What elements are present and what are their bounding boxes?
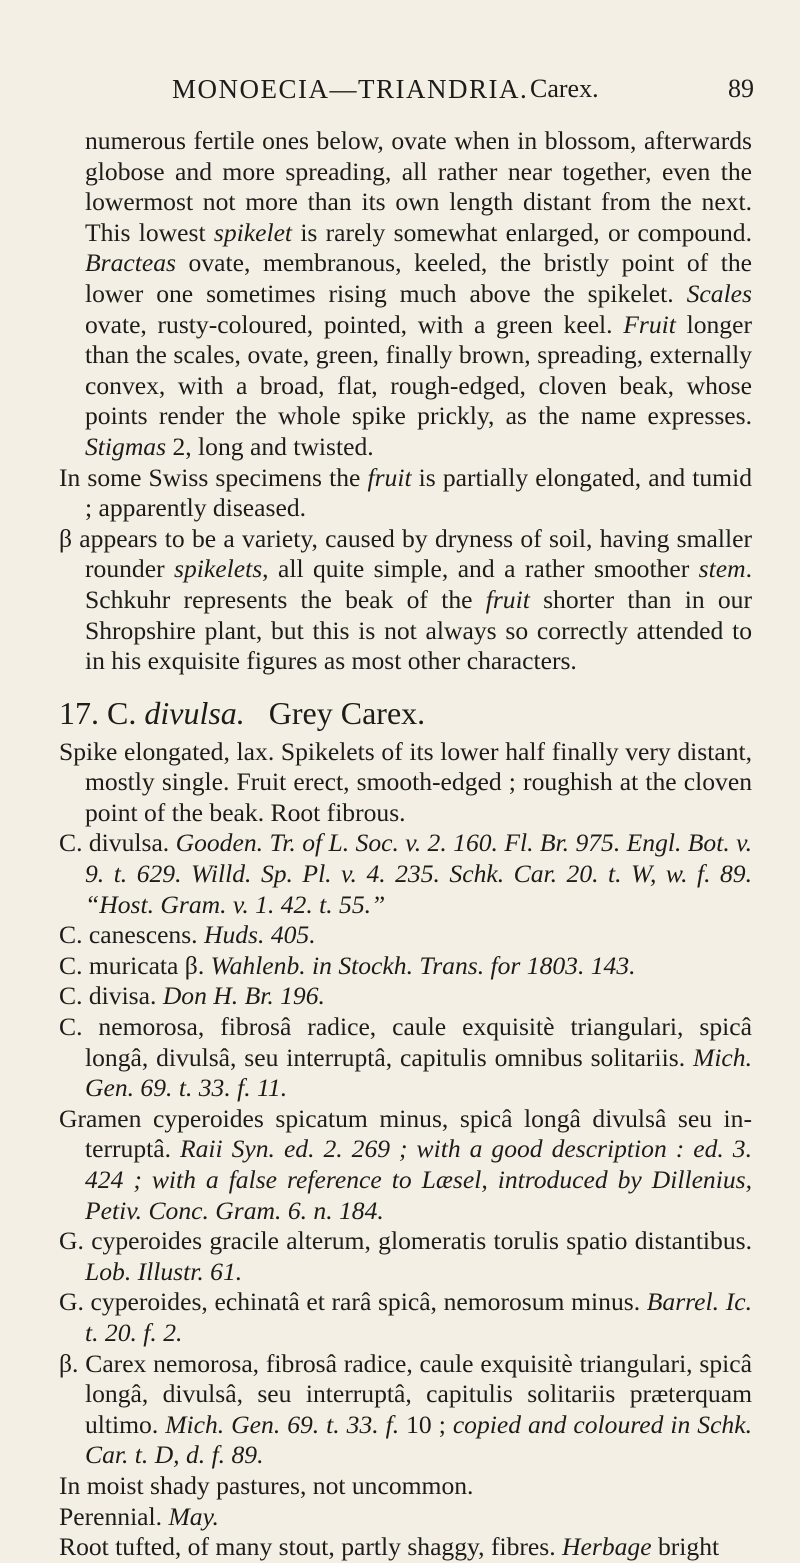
synonym-entry: C. nemorosa, fibrosâ radice, caule exquisitè triangulari, spicâ longâ, divulsâ, seu interruptâ, capitulis omnibus solitariis. Mich. Gen. 69. t. 33. f. 11. — [59, 1012, 752, 1103]
page-number: 89 — [728, 74, 754, 103]
species-diagnosis: Spike elongated, lax. Spikelets of its lower half finally very distant, mostly single. Fruit erect, smooth-edged ; roughish at the cloven point of the beak. Root fibrous. — [59, 736, 752, 827]
header-genus: Carex. — [530, 74, 599, 103]
variety-beta-note: β appears to be a variety, caused by dryness of soil, having smaller rounder spikelets, all quite simple, and a rather smoother stem. Schkuhr represents the beak of the fruit shorter than in our Shropshire plant, but this is not always so correctly attended to in his exquisite figures as most other characters. — [59, 523, 752, 676]
synonym-entry: C. canescens. Huds. 405. — [59, 920, 316, 950]
synonym-entry: C. divisa. Don H. Br. 196. — [59, 981, 325, 1011]
header-title: MONOECIA—TRIANDRIA. — [172, 74, 529, 104]
synonym-entry: G. cyperoides, echinatâ et rarâ spicâ, nemorosum minus. Barrel. Ic. t. 20. f. 2. — [59, 1287, 752, 1347]
synonym-entry: β. Carex nemorosa, fibrosâ radice, caule exquisitè triangulari, spicâ longâ, divulsâ, seu interruptâ, capitulis solitariis præterquam ultimo. Mich. Gen. 69. t. 33. f. 10 ; copied and coloured in Schk. Car. t. D, d. f. 89. — [59, 1348, 752, 1470]
synonym-entry: C. muricata β. Wahlenb. in Stockh. Trans. for 1803. 143. — [59, 950, 636, 980]
synonym-entry: Gramen cyperoides spicatum minus, spicâ longâ divulsâ seu interruptâ. Raii Syn. ed. 2. 269 ; with a good description : ed. 3. 424 ; with a false reference to Læsel, introduced by Dillenius, Petiv. Conc. Gram. 6. n. 184. — [59, 1103, 752, 1225]
swiss-specimens-note: In some Swiss specimens the fruit is partially elongated, and tumid ; apparently diseased. — [59, 462, 752, 523]
running-header — [0, 74, 800, 114]
synonym-entry: G. cyperoides gracile alterum, glomeratis torulis spatio distantibus. Lob. Illustr. 61. — [59, 1226, 752, 1286]
duration: Perennial. May. — [59, 1501, 219, 1531]
synonym-entry: C. divulsa. Gooden. Tr. of L. Soc. v. 2. 160. Fl. Br. 975. Engl. Bot. v. 9. t. 629. Willd. Sp. Pl. v. 4. 235. Schk. Car. 20. t. W, w. f. 89. “Host. Gram. v. 1. 42. t. 55.” — [59, 828, 752, 919]
habitat: In moist shady pastures, not uncommon. — [59, 1470, 474, 1500]
description-continuation: numerous fertile ones below, ovate when in blossom, afterwards globose and more spreading, all rather near together, even the lowermost not more than its own length distant from the next. This lowest spikelet is rarely somewhat enlarged, or compound. Bracteas ovate, membranous, keeled, the bristly point of the lower one sometimes rising much above the spikelet. Scales ovate, rusty-coloured, pointed, with a green keel. Fruit longer than the scales, ovate, green, finally brown, spreading, externally convex, with a broad, flat, rough-edged, cloven beak, whose points render the whole spike prickly, as the name expresses. Stigmas 2, long and twisted. — [85, 126, 753, 461]
root-description: Root tufted, of many stout, partly shaggy, fibres. Herbage bright — [59, 1532, 720, 1562]
page-body — [0, 126, 800, 1563]
species-heading: 17. C. divulsa. Grey Carex. — [59, 694, 426, 731]
